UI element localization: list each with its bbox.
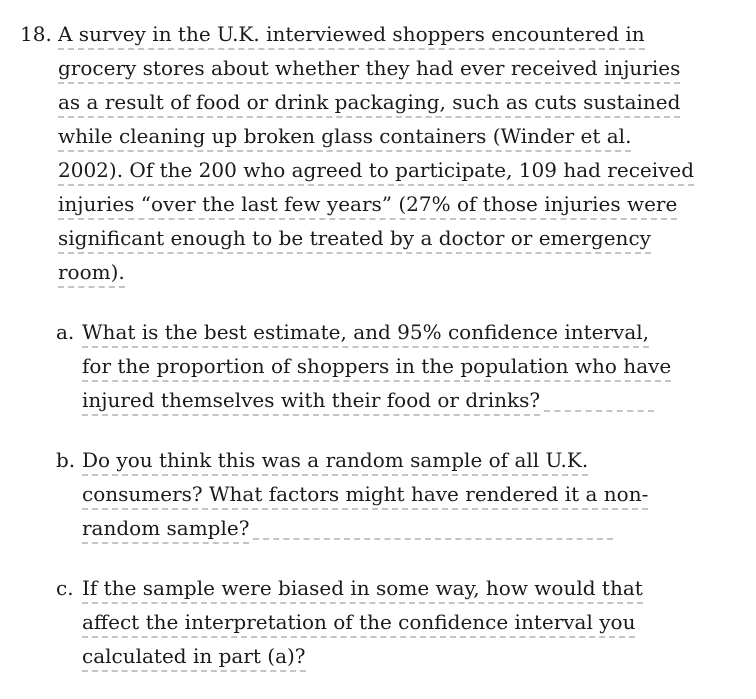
part-text [82,571,740,673]
text-line: significant enough to be treated by a doctor or emergency [58,221,740,255]
part-text [82,443,740,545]
text-line: What is the best estimate, and 95% confidence interval, [82,315,740,349]
problem-number: 18. [20,22,52,46]
part-c [56,571,740,673]
part-text [82,315,740,417]
text-line: random sample? [82,511,740,545]
part-label: b. [56,448,76,472]
text-line: Do you think this was a random sample of all U.K. [82,443,740,477]
part-label: c. [56,576,74,600]
part-b [56,443,740,545]
part-a [56,315,740,417]
text-line: injuries “over the last few years” (27% of those injuries were [58,187,740,221]
text-line: A survey in the U.K. interviewed shoppers encountered in [58,17,740,51]
dashed-tail [544,383,654,412]
text-line: as a result of food or drink packaging, such as cuts sustained [58,85,740,119]
text-line: consumers? What factors might have rendered it a non- [82,477,740,511]
problem-statement [20,17,740,289]
text-line: 2002). Of the 200 who agreed to participate, 109 had received [58,153,740,187]
text-line: room). [58,255,740,289]
text-line: while cleaning up broken glass containers (Winder et al. [58,119,740,153]
text-line: If the sample were biased in some way, how would that [82,571,740,605]
dashed-tail [253,511,613,540]
problem-text [58,17,740,289]
text-line: calculated in part (a)? [82,639,740,673]
text-line: injured themselves with their food or drinks? [82,383,740,417]
part-label: a. [56,320,75,344]
text-line: affect the interpretation of the confidence interval you [82,605,740,639]
problem-18 [20,17,740,699]
text-line: for the proportion of shoppers in the population who have [82,349,740,383]
sub-questions [56,315,740,673]
text-line: grocery stores about whether they had ever received injuries [58,51,740,85]
